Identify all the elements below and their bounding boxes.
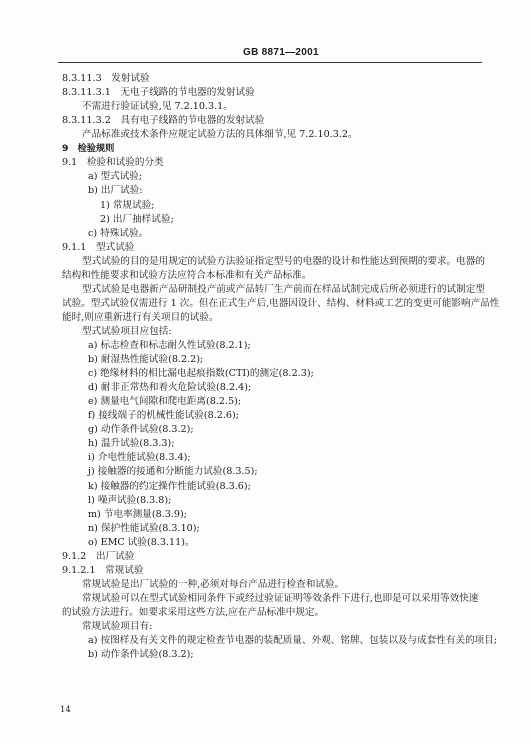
text-line: b) 出厂试验: bbox=[88, 185, 143, 197]
text-line: 常规试验项目有: bbox=[82, 621, 153, 632]
text-line: 试验。型式试验仅需进行 1 次。但在正式生产后,电器因设计、结构、材料或工艺的变更可能影响产品性 bbox=[62, 297, 500, 309]
text-line: 2) 出厂抽样试验; bbox=[100, 213, 174, 225]
text-line: l) 噪声试验(8.3.8); bbox=[88, 494, 172, 506]
text-line: b) 动作条件试验(8.3.2); bbox=[88, 649, 194, 661]
text-line: a) 型式试验; bbox=[88, 171, 143, 183]
text-line: 结构和性能要求和试验方法应符合本标准和有关产品标准。 bbox=[62, 269, 312, 281]
page-number: 14 bbox=[60, 705, 71, 715]
text-line: 8.3.11.3 发射试验 bbox=[62, 73, 150, 84]
text-line: 产品标准或技术条件应规定试验方法的具体细节,见 7.2.10.3.2。 bbox=[82, 129, 358, 141]
text-line: m) 节电率测量(8.3.9); bbox=[88, 508, 187, 520]
section-heading: 9 检验规则 bbox=[62, 143, 115, 155]
text-line: 8.3.11.3.2 具有电子线路的节电器的发射试验 bbox=[62, 115, 265, 127]
text-line: f) 接线端子的机械性能试验(8.2.6); bbox=[88, 410, 240, 422]
text-line: 1) 常规试验; bbox=[100, 199, 155, 211]
text-line: g) 动作条件试验(8.3.2); bbox=[88, 424, 194, 436]
text-line: 9.1.1 型式试验 bbox=[62, 241, 135, 253]
text-line: 8.3.11.3.1 无电子线路的节电器的发射试验 bbox=[62, 87, 255, 99]
text-line: 9.1 检验和试验的分类 bbox=[62, 157, 164, 169]
text-line: c) 绝缘材料的相比漏电起痕指数(CTI)的测定(8.2.3); bbox=[88, 368, 314, 380]
text-line: 常规试验是出厂试验的一种,必须对每台产品进行检查和试验。 bbox=[82, 578, 345, 590]
text-line: c) 特殊试验。 bbox=[88, 227, 149, 239]
header-rule bbox=[58, 62, 482, 63]
text-line: 不需进行验证试验,见 7.2.10.3.1。 bbox=[82, 101, 233, 113]
text-line: e) 测量电气间隙和爬电距离(8.2.5); bbox=[88, 396, 242, 408]
text-line: 常规试验可以在型式试验相同条件下或经过验证证明等效条件下进行,也即是可以采用等效快速 bbox=[82, 592, 479, 604]
text-line: b) 耐湿热性能试验(8.2.2); bbox=[88, 354, 204, 365]
text-line: j) 接触器的接通和分断能力试验(8.3.5); bbox=[88, 466, 258, 478]
text-line: 的试验方法进行。如要求采用这些方法,应在产品标准中规定。 bbox=[62, 606, 325, 618]
text-line: k) 接触器的约定操作性能试验(8.3.6); bbox=[88, 480, 251, 492]
text-line: n) 保护性能试验(8.3.10); bbox=[88, 522, 200, 534]
text-line: a) 按图样及有关文件的规定检查节电器的装配质量、外观、铭牌、包装以及与成套性有关的项目; bbox=[88, 635, 498, 646]
text-line: 能时,则应重新进行有关项目的试验。 bbox=[62, 311, 219, 323]
text-line: a) 标志检查和标志耐久性试验(8.2.1); bbox=[88, 339, 251, 351]
text-line: i) 介电性能试验(8.3.4); bbox=[88, 452, 191, 464]
text-line: d) 耐非正常热和着火危险试验(8.2.4); bbox=[88, 382, 252, 394]
text-line: 型式试验项目应包括: bbox=[82, 325, 172, 337]
text-line: o) EMC 试验(8.3.11)。 bbox=[88, 536, 195, 548]
standard-id: GB 8871—2001 bbox=[243, 47, 319, 58]
text-line: h) 温升试验(8.3.3); bbox=[88, 438, 175, 450]
text-line: 9.1.2 出厂试验 bbox=[62, 550, 135, 562]
text-line: 9.1.2.1 常规试验 bbox=[62, 564, 144, 576]
text-line: 型式试验的目的是用规定的试验方法验证指定型号的电器的设计和性能达到预期的要求。电器的 bbox=[82, 255, 485, 267]
text-line: 型式试验是电器新产品研制投产前或产品转厂生产前而在样品试制完成后所必须进行的试制定型 bbox=[82, 283, 485, 295]
